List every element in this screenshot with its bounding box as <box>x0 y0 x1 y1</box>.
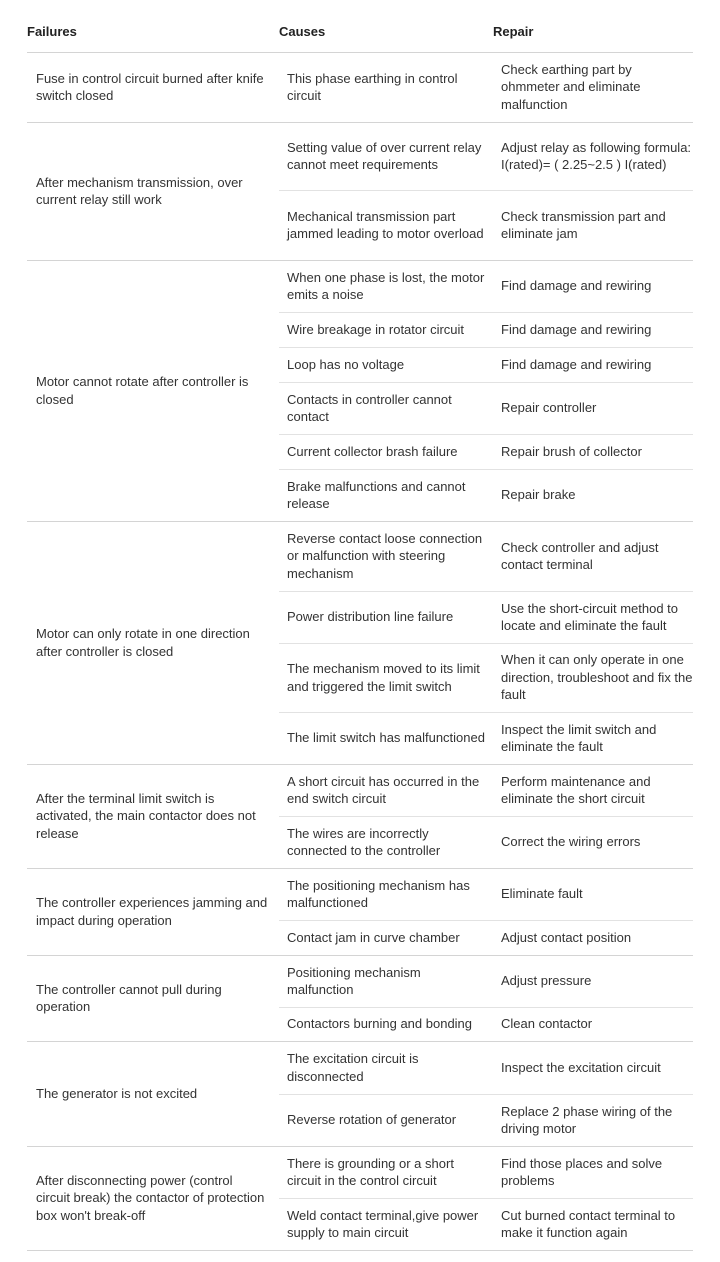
repair-cell <box>501 434 693 469</box>
failure-cell <box>36 1041 268 1146</box>
cause-cell <box>287 521 487 591</box>
cause-cell-text: Loop has no voltage <box>287 356 405 372</box>
cause-cell <box>287 434 487 469</box>
repair-cell-text: Clean contactor <box>501 1016 593 1032</box>
sub-row-divider <box>279 469 693 470</box>
cause-cell <box>287 190 487 260</box>
cause-cell-text: There is grounding or a short circuit in the control circuit <box>287 1155 454 1188</box>
failure-cell <box>36 122 268 260</box>
sub-row-divider <box>279 347 693 348</box>
repair-cell-text: Adjust contact position <box>501 929 632 945</box>
cause-cell <box>287 816 487 868</box>
row-divider <box>27 1250 693 1251</box>
cause-cell-text: Power distribution line failure <box>287 609 454 625</box>
cause-cell-text: Contact jam in curve chamber <box>287 929 460 945</box>
repair-cell-text: Inspect the limit switch and eliminate the fault <box>501 721 657 754</box>
repair-cell-text: Eliminate fault <box>501 886 583 902</box>
repair-cell-text: Repair brake <box>501 487 576 503</box>
cause-cell <box>287 1198 487 1250</box>
cause-cell <box>287 347 487 382</box>
failure-cell-text: After mechanism transmission, over current relay still work <box>36 174 243 207</box>
sub-row-divider <box>279 1198 693 1199</box>
sub-row-divider <box>279 382 693 383</box>
table-header <box>0 0 720 52</box>
cause-cell <box>287 920 487 955</box>
repair-cell-text: Correct the wiring errors <box>501 834 641 850</box>
cause-cell-text: The mechanism moved to its limit and triggered the limit switch <box>287 661 480 694</box>
sub-row-divider <box>279 1094 693 1095</box>
cause-cell <box>287 591 487 643</box>
failure-cell <box>36 764 268 868</box>
cause-cell-text: A short circuit has occurred in the end switch circuit <box>287 773 480 806</box>
repair-cell-text: Inspect the excitation circuit <box>501 1059 661 1075</box>
repair-cell <box>501 52 693 122</box>
failure-cell-text: After disconnecting power (control circuit break) the contactor of protection box won't break-off <box>36 1172 265 1223</box>
cause-cell-text: Wire breakage in rotator circuit <box>287 321 465 337</box>
repair-cell-text: Find those places and solve problems <box>501 1155 663 1188</box>
repair-cell <box>501 1094 693 1146</box>
failure-cell-text: The controller cannot pull during operation <box>36 981 222 1014</box>
sub-row-divider <box>279 1007 693 1008</box>
failure-cell-text: Motor cannot rotate after controller is closed <box>36 374 249 407</box>
cause-cell-text: Current collector brash failure <box>287 443 458 459</box>
repair-cell <box>501 347 693 382</box>
header-repair: Repair <box>493 24 534 39</box>
header-causes: Causes <box>279 24 326 39</box>
repair-cell-text: Adjust pressure <box>501 973 592 989</box>
repair-cell-text: Check earthing part by ohmmeter and eliminate malfunction <box>501 61 641 112</box>
cause-cell <box>287 1007 487 1041</box>
repair-cell-text: Find damage and rewiring <box>501 278 652 294</box>
sub-row-divider <box>279 712 693 713</box>
failure-cell-text: After the terminal limit switch is activated, the main contactor does not release <box>36 790 256 841</box>
failure-cell <box>36 868 268 955</box>
cause-cell <box>287 712 487 764</box>
failure-cell-text: Fuse in control circuit burned after knife switch closed <box>36 70 264 103</box>
repair-cell <box>501 591 693 643</box>
cause-cell <box>287 868 487 920</box>
sub-row-divider <box>279 190 693 191</box>
repair-cell <box>501 190 693 260</box>
sub-row-divider <box>279 434 693 435</box>
cause-cell <box>287 764 487 816</box>
repair-cell <box>501 382 693 434</box>
repair-cell <box>501 1198 693 1250</box>
repair-cell-text: Check transmission part and eliminate jam <box>501 208 666 241</box>
repair-cell-text: Cut burned contact terminal to make it function again <box>501 1207 676 1240</box>
repair-cell-text: Perform maintenance and eliminate the short circuit <box>501 773 651 806</box>
failure-cell <box>36 955 268 1041</box>
sub-row-divider <box>279 643 693 644</box>
repair-cell <box>501 312 693 347</box>
repair-cell-text: When it can only operate in one direction, troubleshoot and fix the fault <box>501 652 693 703</box>
sub-row-divider <box>279 591 693 592</box>
header-failures: Failures <box>27 24 77 39</box>
cause-cell-text: Setting value of over current relay cannot meet requirements <box>287 139 482 172</box>
failure-cell <box>36 52 268 122</box>
cause-cell-text: Mechanical transmission part jammed leading to motor overload <box>287 208 484 241</box>
repair-cell <box>501 712 693 764</box>
cause-cell <box>287 469 487 521</box>
cause-cell-text: The limit switch has malfunctioned <box>287 730 485 746</box>
repair-cell <box>501 868 693 920</box>
cause-cell <box>287 260 487 312</box>
cause-cell-text: Weld contact terminal,give power supply to main circuit <box>287 1207 479 1240</box>
cause-cell <box>287 955 487 1007</box>
repair-cell-text: Repair controller <box>501 400 597 416</box>
failure-cell-text: The controller experiences jamming and impact during operation <box>36 895 268 928</box>
repair-cell <box>501 816 693 868</box>
failure-cell-text: The generator is not excited <box>36 1085 198 1101</box>
repair-cell <box>501 643 693 712</box>
cause-cell <box>287 643 487 712</box>
failure-cell <box>36 260 268 521</box>
repair-cell <box>501 1041 693 1094</box>
cause-cell-text: The positioning mechanism has malfunctioned <box>287 877 470 910</box>
cause-cell-text: The excitation circuit is disconnected <box>287 1051 419 1084</box>
cause-cell-text: Positioning mechanism malfunction <box>287 964 421 997</box>
repair-cell <box>501 521 693 591</box>
repair-cell-text: Repair brush of collector <box>501 443 642 459</box>
repair-cell <box>501 260 693 312</box>
cause-cell-text: When one phase is lost, the motor emits a noise <box>287 269 485 302</box>
failure-cell <box>36 1146 268 1250</box>
cause-cell <box>287 1146 487 1198</box>
repair-cell-text: Adjust relay as following formula: I(rated)= ( 2.25~2.5 ) I(rated) <box>501 139 692 172</box>
cause-cell-text: Reverse rotation of generator <box>287 1112 457 1128</box>
cause-cell <box>287 122 487 190</box>
repair-cell <box>501 764 693 816</box>
sub-row-divider <box>279 920 693 921</box>
repair-cell <box>501 122 693 190</box>
repair-cell <box>501 1007 693 1041</box>
cause-cell-text: Reverse contact loose connection or malfunction with steering mechanism <box>287 530 483 581</box>
repair-cell-text: Check controller and adjust contact terminal <box>501 539 659 572</box>
cause-cell-text: Contactors burning and bonding <box>287 1016 473 1032</box>
cause-cell <box>287 52 487 122</box>
repair-cell-text: Replace 2 phase wiring of the driving motor <box>501 1103 673 1136</box>
repair-cell <box>501 920 693 955</box>
cause-cell <box>287 1094 487 1146</box>
cause-cell-text: Contacts in controller cannot contact <box>287 391 452 424</box>
repair-cell <box>501 955 693 1007</box>
cause-cell <box>287 382 487 434</box>
cause-cell <box>287 1041 487 1094</box>
repair-cell <box>501 1146 693 1198</box>
cause-cell <box>287 312 487 347</box>
repair-cell <box>501 469 693 521</box>
repair-cell-text: Find damage and rewiring <box>501 321 652 337</box>
failure-cell-text: Motor can only rotate in one direction after controller is closed <box>36 626 250 659</box>
repair-cell-text: Find damage and rewiring <box>501 356 652 372</box>
sub-row-divider <box>279 312 693 313</box>
sub-row-divider <box>279 816 693 817</box>
failure-cell <box>36 521 268 764</box>
cause-cell-text: This phase earthing in control circuit <box>287 70 458 103</box>
cause-cell-text: Brake malfunctions and cannot release <box>287 478 466 511</box>
cause-cell-text: The wires are incorrectly connected to the controller <box>287 825 441 858</box>
repair-cell-text: Use the short-circuit method to locate and eliminate the fault <box>501 600 679 633</box>
